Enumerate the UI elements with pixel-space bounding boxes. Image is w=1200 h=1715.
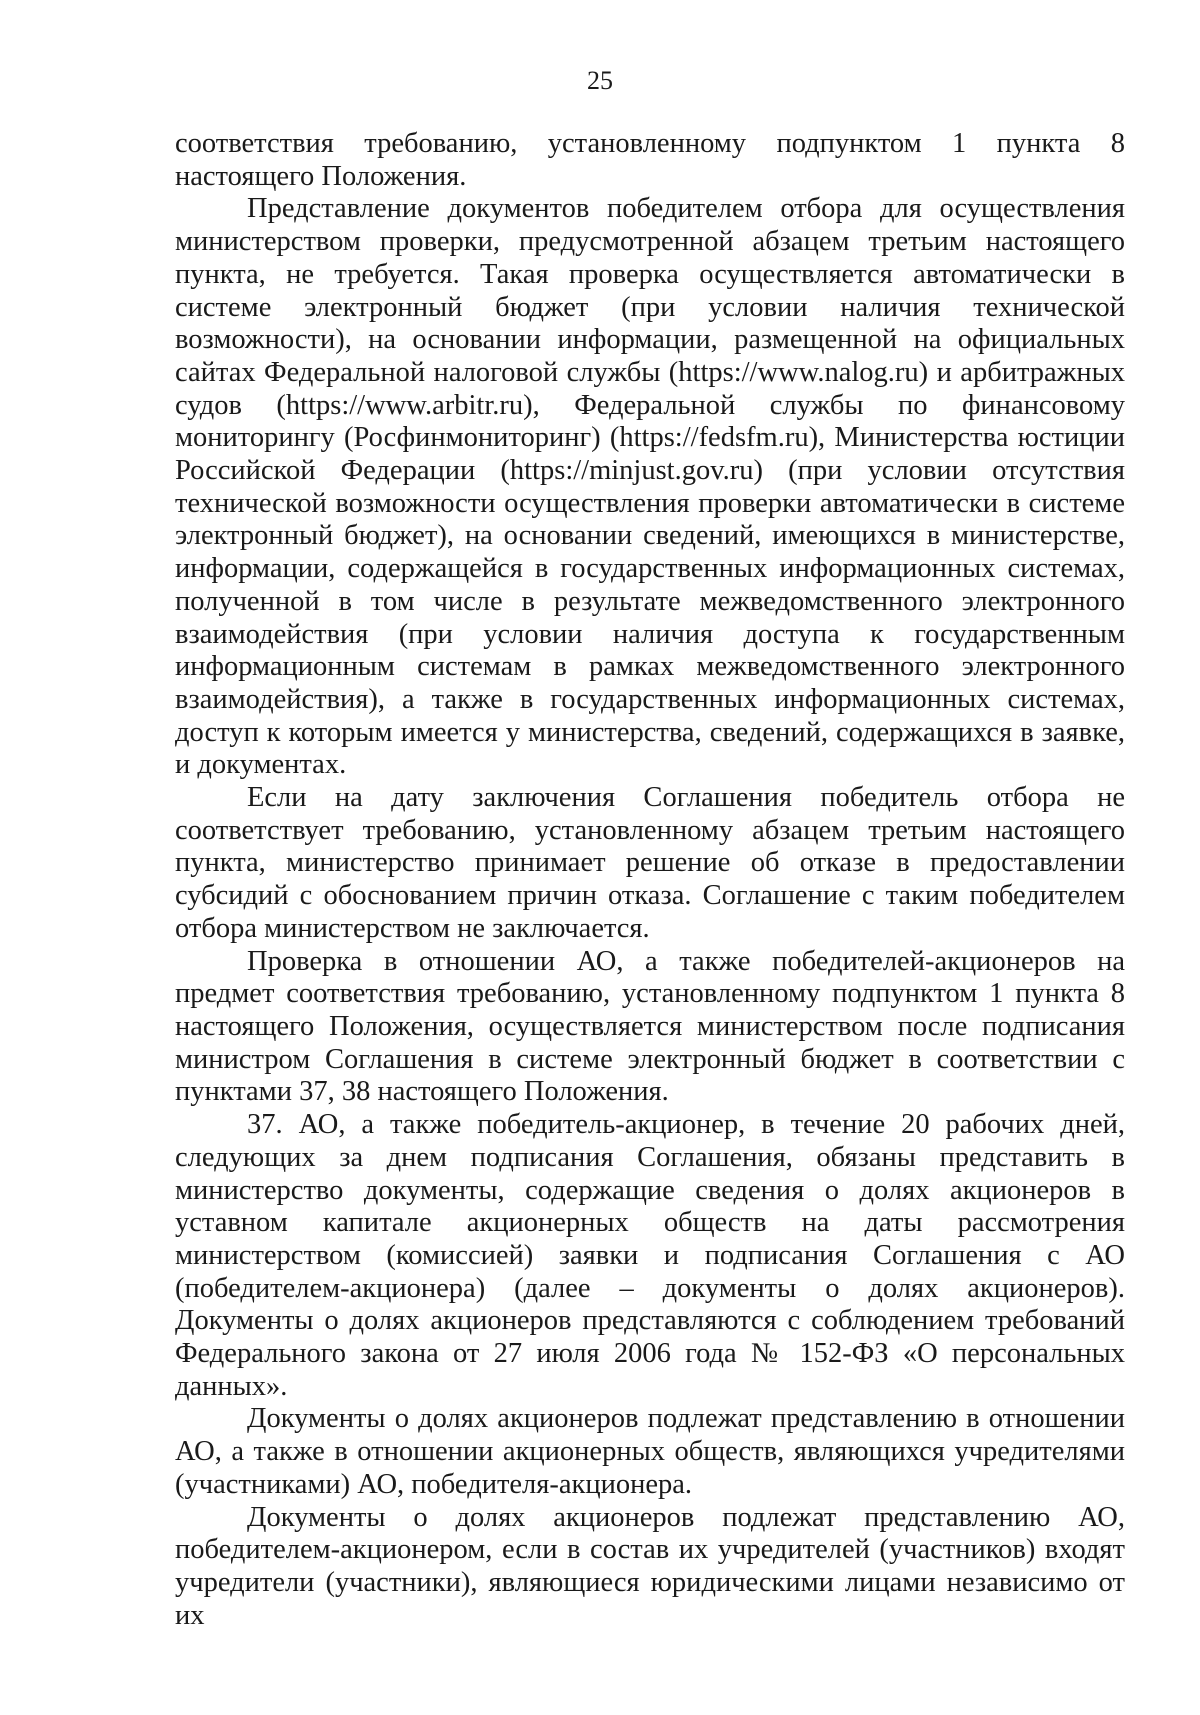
- paragraph-share-documents: Документы о долях акционеров подлежат представлению в отношении АО, а также в отношении акционерных обществ, являющихся учредителями (участниками) АО, победителя-акционера.: [175, 1403, 1125, 1500]
- paragraph-verification: Представление документов победителем отбора для осуществления министерством проверки, предусмотренной абзацем третьим настоящего пункта, не требуется. Такая проверка осуществляется автоматически в системе электронный бюджет (при условии наличия технической возможности), на основании информации, размещенной на официальных сайтах Федеральной налоговой службы (https://www.nalog.ru) и арбитражных судов (https://www.arbitr.ru), Федеральной службы по финансовому мониторингу (Росфинмониторинг) (https://fedsfm.ru), Министерства юстиции Российской Федерации (https://minjust.gov.ru) (при условии отсутствия технической возможности осуществления проверки автоматически в системе электронный бюджет), на основании сведений, имеющихся в министерстве, информации, содержащейся в государственных информационных системах, полученной в том числе в результате межведомственного электронного взаимодействия (при условии наличия доступа к государственным информационным системам в рамках межведомственного электронного взаимодействия), а также в государственных информационных системах, доступ к которым имеется у министерства, сведений, содержащихся в заявке, и документах.: [175, 193, 1125, 781]
- paragraph-founders: Документы о долях акционеров подлежат представлению АО, победителем-акционером, если в состав их учредителей (участников) входят учредители (участники), являющиеся юридическими лицами независимо от их: [175, 1501, 1125, 1631]
- paragraph-continuation: соответствия требованию, установленному подпунктом 1 пункта 8 настоящего Положения.: [175, 128, 1125, 192]
- paragraph-shareholder-check: Проверка в отношении АО, а также победителей-акционеров на предмет соответствия требованию, установленному подпунктом 1 пункта 8 настоящего Положения, осуществляется министерством после подписания министром Соглашения в системе электронный бюджет в соответствии с пунктами 37, 38 настоящего Положения.: [175, 945, 1125, 1108]
- document-body: [175, 128, 1125, 1632]
- paragraph-refusal: Если на дату заключения Соглашения победитель отбора не соответствует требованию, установленному абзацем третьим настоящего пункта, министерство принимает решение об отказе в предоставлении субсидий с обоснованием причин отказа. Соглашение с таким победителем отбора министерством не заключается.: [175, 782, 1125, 944]
- page-number: 25: [587, 66, 613, 95]
- paragraph-item-37: 37. АО, а также победитель-акционер, в течение 20 рабочих дней, следующих за днем подписания Соглашения, обязаны представить в министерство документы, содержащие сведения о долях акционеров в уставном капитале акционерных обществ на даты рассмотрения министерством (комиссией) заявки и подписания Соглашения с АО (победителем-акционера) (далее – документы о долях акционеров). Документы о долях акционеров представляются с соблюдением требований Федерального закона от 27 июля 2006 года № 152-ФЗ «О персональных данных».: [175, 1109, 1125, 1402]
